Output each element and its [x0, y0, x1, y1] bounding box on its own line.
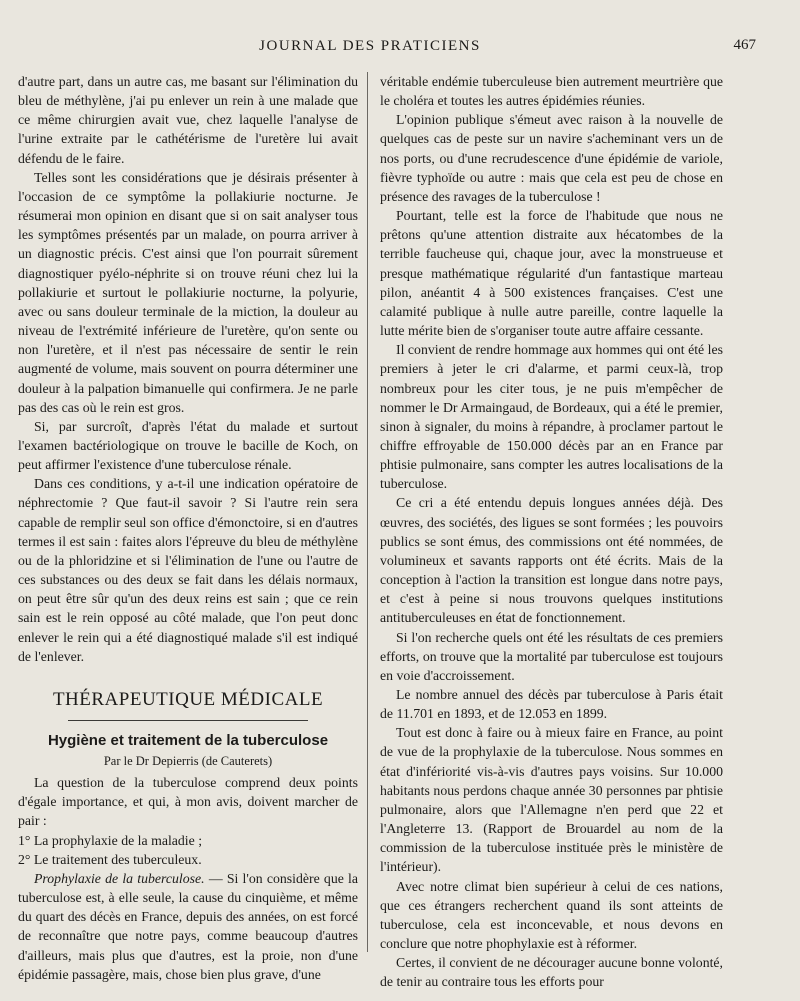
paragraph: La question de la tuberculose comprend deux points d'égale importance, et qui, à mon avis, doivent marcher de pair : — [18, 775, 358, 829]
prophylaxie-lead: Prophylaxie de la tuberculose. — [34, 870, 205, 886]
running-title: JOURNAL DES PRATICIENS — [259, 38, 481, 54]
paragraph: Si, par surcroît, d'après l'état du malade et surtout l'examen bactériologique on trouve le bacille de Koch, on peut affirmer l'existence d'une tuberculose rénale. — [18, 418, 358, 473]
running-head — [0, 36, 800, 58]
page-number: 467 — [733, 37, 756, 53]
section-title: THÉRAPEUTIQUE MÉDICALE — [52, 688, 324, 710]
list-item: 2° Le traitement des tuberculeux. — [18, 851, 202, 867]
paragraph — [18, 869, 358, 984]
paragraph: Certes, il convient de ne décourager aucune bonne volonté, de tenir au contraire tous les efforts pour — [380, 955, 723, 990]
byline: Par le Dr Depierris (de Cauterets) — [103, 754, 273, 768]
paragraph: Dans ces conditions, y a-t-il une indication opératoire de néphrectomie ? Que faut-il savoir ? Si l'autre rein sera capable de remplir seul son office d'émonctoire, si en d'autres termes il est sain : faites alors l'épreuve du bleu de méthylène ou de la phloridzine et si l'élimination de l'une ou l'autre de ces substances ou des deux se fait dans les délais normaux, on peut être sûr qu'un des deux reins est sain ; que ce rein sain est le rein opposé au côté malade, que l'on peut donc enlever le rein qui a été diagnostiqué malade s'il est indiqué de l'enlever. — [18, 476, 358, 664]
article-title: Hygiène et traitement de la tuberculose — [47, 731, 329, 749]
paragraph: L'opinion publique s'émeut avec raison à la nouvelle de quelques cas de peste sur un navire s'acheminant vers un de nos ports, ou d'une recrudescence d'une épidémie de variole, fièvre typhoïde ou autre : mais que cela est peu de chose en présence des ravages de la tuberculose ! — [380, 112, 723, 204]
paragraph: Avec notre climat bien supérieur à celui de ces nations, que ces étrangers recherchent quand ils sont atteints de tuberculose, cela est inconcevable, et nous devons en conclure que notre phophylaxie est à réformer. — [380, 878, 723, 952]
column-divider — [367, 72, 368, 952]
paragraph: Tout est donc à faire ou à mieux faire en France, au point de vue de la prophylaxie de la tuberculose. Nous sommes en état d'infériorité vis-à-vis d'autres pays voisins. Sur 10.000 habitants nous perdons chaque année 30 personnes par phtisie pulmonaire, alors que l'Allemagne n'en perd que 22 et l'Angleterre 13. (Rapport de Brouardel au nom de la commission de la tuberculose instituée près le ministère de l'intérieur). — [380, 725, 723, 875]
paragraph: Telles sont les considérations que je désirais présenter à l'occasion de ce symptôme la pollakiurie nocturne. Je résumerai mon opinion en disant que si on sait analyser tous les symptômes présentés par un malade, on pourra arriver à un diagnostic précis. C'est ainsi que l'on pourrait sûrement diagnostiquer pyélo-néphrite si on trouve réuni chez lui la pollakiurie et surtout le pollakiurie nocturne, la polyurie, avec ou sans douleur terminale de la miction, la douleur au niveau de l'extrémité inférieure de l'uretère, qu'on sente ou non l'uretère, et il n'est pas nécessaire de sentir le rein augmenté de volume, mais souvent on pourra déterminer une douleur à la palpation bimanuelle qui confirmera. Je ne parle pas des cas où le rein est gros. — [18, 169, 358, 415]
paragraph: véritable endémie tuberculeuse bien autrement meurtrière que le choléra et toutes les autres épidémies réunies. — [380, 74, 723, 109]
section-rule — [68, 720, 308, 721]
paragraph: Ce cri a été entendu depuis longues années déjà. Des œuvres, des sociétés, des ligues se sont formées ; les pouvoirs publics se sont émus, des commissions ont été nommées, de volumineux et savants rapports ont été écrits. Mais de la conception à l'action la transition est longue dans notre pays, et c'est à peine si nous trouvons quelques institutions antituberculeuses en état de fonctionnement. — [380, 495, 723, 626]
paragraph: Le nombre annuel des décès par tuberculose à Paris était de 11.701 en 1893, et de 12.053 en 1899. — [380, 687, 723, 722]
paragraph: Si l'on recherche quels ont été les résultats de ces premiers efforts, on trouve que la mortalité par tuberculose est toujours en voie d'accroissement. — [380, 629, 723, 683]
paragraph: Il convient de rendre hommage aux hommes qui ont été les premiers à jeter le cri d'alarme, et parmi ceux-là, trop nombreux pour les citer tous, je ne puis m'empêcher de nommer le Dr Armaingaud, de Bordeaux, qui a été le premier, sinon à signaler, du moins à répandre, à proclamer partout le chiffre effroyable de 150.000 décès par an en France par phtisie pulmonaire, sans compter les autres localisations de la tuberculose. — [380, 342, 723, 492]
right-column — [380, 72, 723, 992]
paragraph: d'autre part, dans un autre cas, me basant sur l'élimination du bleu de méthylène, j'ai pu enlever un rein à une malade que ce même chirurgien avait vue, chez laquelle l'analyse de l'urine extraite par le cathétérisme de l'uretère lui avait défendu de le faire. — [18, 74, 358, 166]
left-column — [18, 72, 358, 984]
paragraph: Pourtant, telle est la force de l'habitude que nous ne prêtons qu'une attention distraite aux hécatombes de la terrible faucheuse qui, chaque jour, avec la monstrueuse et presque mathématique régularité d'un fantastique marteau pilon, anéantit 4 à 500 existences françaises. C'est une calamité publique à nulle autre pareille, contre laquelle la lutte mérite bien de s'organiser toute autre affaire cessante. — [380, 208, 723, 339]
prophylaxie-text: — Si l'on considère que la tuberculose est, à elle seule, la cause du cinquième, et même du quart des décès en France, depuis des années, on est forcé de reconnaître que notre pays, comme beaucoup d'autres d'ailleurs, mais plus que d'autres, est la proie, non d'une épidémie passagère, mais, chose bien plus grave, d'une — [18, 870, 359, 982]
list-item: 1° La prophylaxie de la maladie ; — [18, 832, 203, 848]
